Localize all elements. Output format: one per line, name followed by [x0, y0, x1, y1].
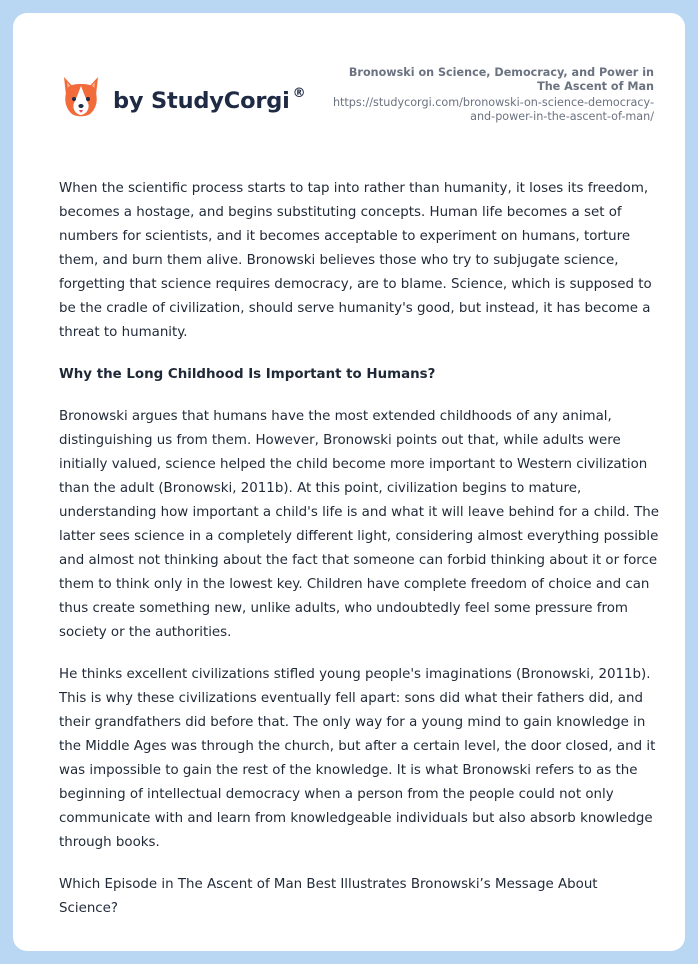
brand-name: by StudyCorgi ®	[113, 86, 306, 114]
document-title: Bronowski on Science, Democracy, and Power in The Ascent of Man	[348, 66, 654, 93]
document-url[interactable]: https://studycorgi.com/bronowski-on-science-democracy-and-power-in-the-ascent-of-man/	[332, 96, 654, 123]
paragraph: Bronowski argues that humans have the most extended childhoods of any animal, distinguishing us from them. However, Bronowski points out that, while adults were initially valued, science helped the child become more important to Western civilization than the adult (Bronowski, 2011b). At this point, civilization begins to mature, understanding how important a child's life is and what it will leave behind for a child. The latter sees science in a completely different light, considering almost everything possible and almost not thinking about the fact that someone can forbid thinking about it or force them to think only in the lowest key. Children have complete freedom of choice and can thus create something new, unlike adults, who undoubtedly feel some pressure from society or the authorities.	[59, 409, 659, 640]
paragraph: Which Episode in The Ascent of Man Best Illustrates Bronowski’s Message About Science?	[59, 877, 598, 916]
document-header	[13, 13, 685, 163]
document-meta	[324, 66, 654, 124]
corgi-logo-icon	[60, 75, 102, 121]
paragraph: When the scientific process starts to tap into rather than humanity, it loses its freedom, becomes a hostage, and begins substituting concepts. Human life becomes a set of numbers for scientists, and it becomes acceptable to experiment on humans, torture them, and burn them alive. Bronowski believes those who try to subjugate science, forgetting that science requires democracy, are to blame. Science, which is supposed to be the cradle of civilization, should serve humanity's good, but instead, it has become a threat to humanity.	[59, 181, 652, 340]
document-page	[13, 13, 685, 951]
studycorgi-logo[interactable]	[60, 75, 305, 121]
paragraph: He thinks excellent civilizations stifled young people's imaginations (Bronowski, 2011b). This is why these civilizations eventually fell apart: sons did what their fathers did, and their grandfathers did before that. The only way for a young mind to gain knowledge in the Middle Ages was through the church, but after a certain level, the door closed, and it was impossible to gain the rest of the knowledge. It is what Bronowski refers to as the beginning of intellectual democracy when a person from the people could not only communicate with and learn from knowledgeable individuals but also absorb knowledge through books.	[59, 667, 656, 850]
registered-mark: ®	[292, 86, 306, 101]
section-heading: Why the Long Childhood Is Important to Humans?	[59, 367, 436, 382]
document-body	[59, 177, 659, 939]
